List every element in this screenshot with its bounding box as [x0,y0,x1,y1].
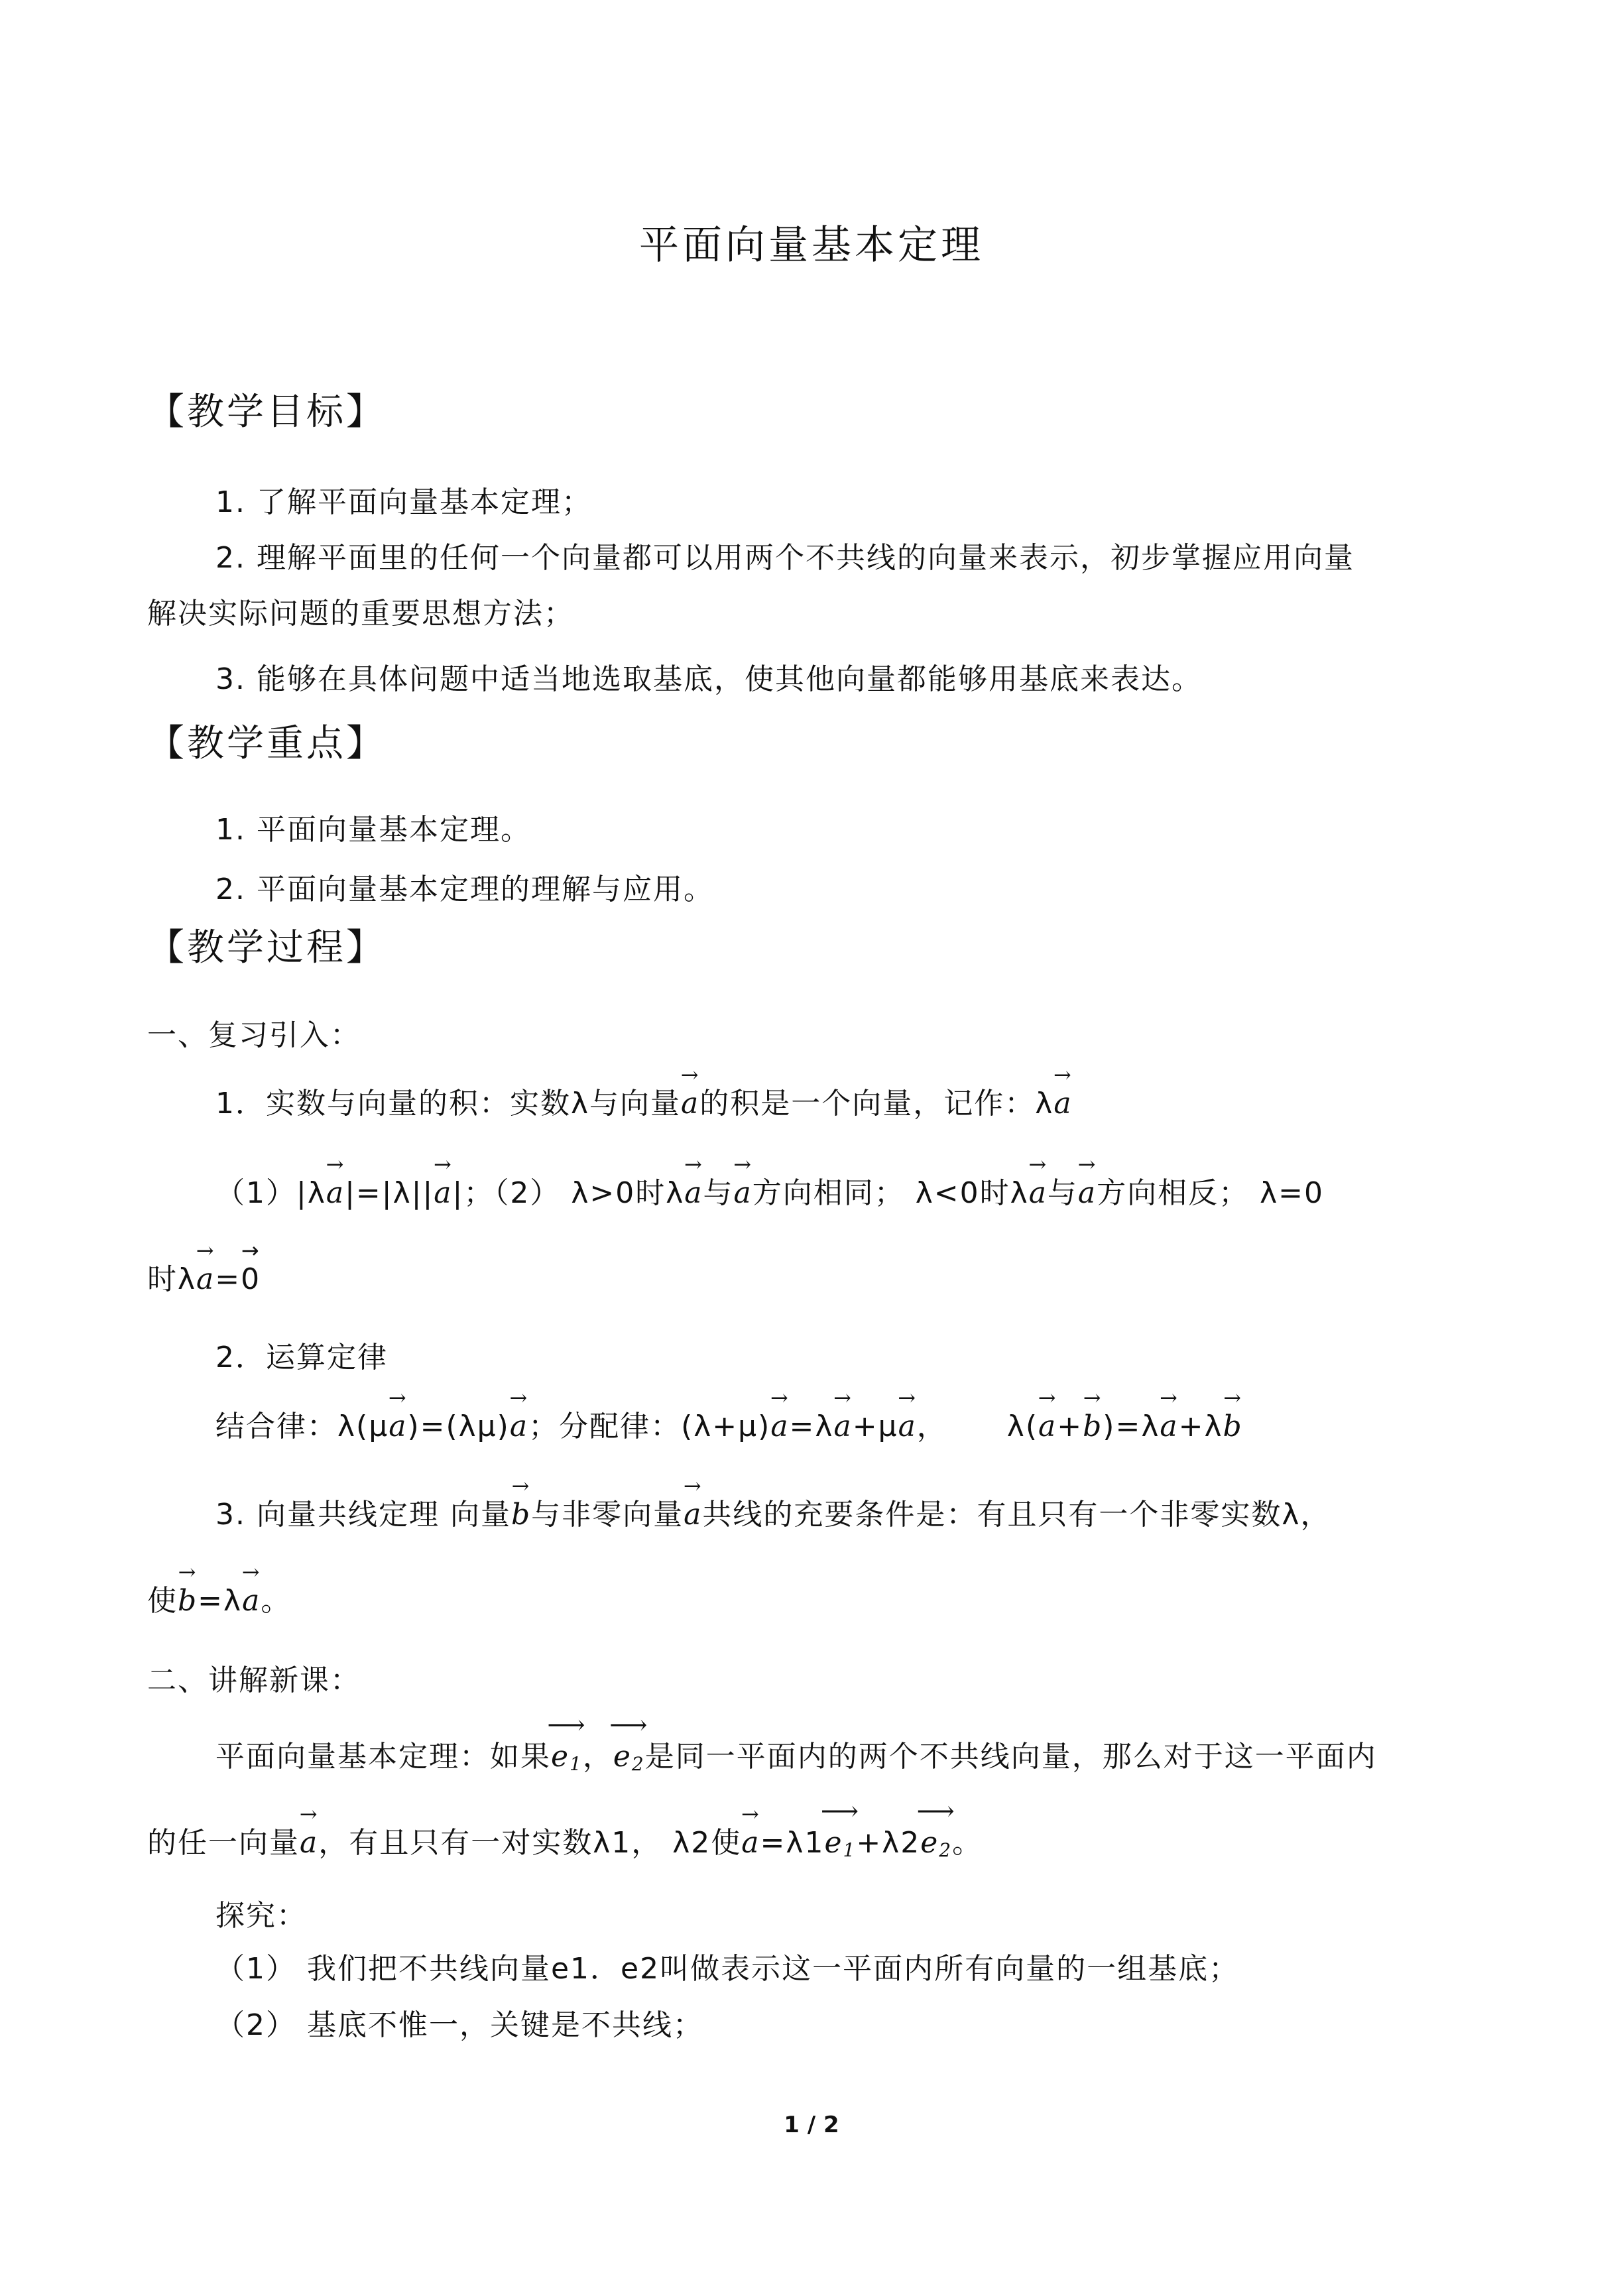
vector-a: → a [898,1407,917,1447]
focus-item-1: 1. 平面向量基本定理。 [215,813,531,847]
newlesson-heading: 二、讲解新课： [147,1663,361,1697]
vector-a: → a [1053,1084,1072,1124]
vector-a: → a [770,1407,789,1447]
text: 平面向量基本定理：如果 [215,1740,551,1774]
review-collinear-formula [147,1581,291,1621]
review-laws-formulas [215,1407,1243,1447]
text: +μ [852,1410,898,1443]
basic-theorem-formula [147,1823,983,1870]
text: =λ [789,1410,834,1443]
vector-a: → a [741,1823,760,1863]
text: 方向相反； λ=0 [1097,1176,1325,1210]
section-heading-process: 【教学过程】 [147,926,386,969]
text: （1）|λ [215,1176,326,1210]
text: 结合律：λ(μ [215,1410,389,1443]
document-title: 平面向量基本定理 [639,222,984,269]
review-collinear-theorem [215,1495,1331,1535]
explore-item-2: （2） 基底不惟一，关键是不共线； [215,2008,703,2042]
vector-a: → a [734,1174,752,1213]
vector-e1: ⟶ $e_1$ [551,1737,583,1784]
vector-a: → a [1029,1174,1048,1213]
page-number: 1 / 2 [784,2112,839,2138]
text: λ( [1006,1410,1039,1443]
vector-a: → a [1038,1407,1057,1447]
text: ， [582,1740,613,1774]
zero-vector: → 0 [241,1260,261,1299]
vector-b: → b [1223,1407,1243,1447]
text: ；分配律：(λ+μ) [528,1410,771,1443]
vector-a: → a [1078,1174,1097,1213]
text: +λ [1178,1410,1223,1443]
text: 与 [1047,1176,1078,1210]
text: 的任一向量 [147,1826,300,1860]
text: |=|λ|| [345,1176,434,1210]
goal-item-1: 1. 了解平面向量基本定理； [215,485,592,519]
text: 方向相同； λ<0时λ [752,1176,1029,1210]
text: + [1057,1410,1083,1443]
vector-e2: ⟶ $e_2$ [920,1823,952,1870]
review-laws-heading: 2．运算定律 [215,1341,388,1374]
text: 与 [703,1176,734,1210]
text: +λ2 [856,1826,921,1860]
section-heading-goals: 【教学目标】 [147,391,386,434]
text: 。 [261,1584,292,1618]
review-product-definition [215,1084,1073,1124]
text: 。 [952,1826,983,1860]
text: =λ [198,1584,243,1618]
basic-theorem-statement [215,1737,1377,1784]
text: =λ1 [760,1826,825,1860]
vector-a: → a [1160,1407,1178,1447]
goal-item-3: 3. 能够在具体问题中适当地选取基底，使其他向量都能够用基底来表达。 [215,662,1202,696]
text: = [215,1262,241,1296]
text: 3. 向量共线定理 向量 [215,1498,511,1532]
text: 1．实数与向量的积：实数λ与向量 [215,1087,682,1120]
text: 使 [147,1584,178,1618]
vector-a: → a [300,1823,318,1863]
vector-b: → b [511,1495,531,1535]
vector-e1: ⟶ $e_1$ [824,1823,856,1870]
vector-e2: ⟶ $e_2$ [613,1737,645,1784]
text: |；（2） λ>0时λ [452,1176,685,1210]
vector-a: → a [326,1174,345,1213]
text: 共线的充要条件是：有且只有一个非零实数λ， [702,1498,1331,1532]
text: 是同一平面内的两个不共线向量，那么对于这一平面内 [644,1740,1377,1774]
text: 时λ [147,1262,197,1296]
focus-item-2: 2. 平面向量基本定理的理解与应用。 [215,873,714,906]
review-heading: 一、复习引入： [147,1018,361,1052]
vector-a: → a [684,1174,703,1213]
review-product-properties [215,1174,1324,1213]
text: )=(λμ) [407,1410,510,1443]
explore-heading: 探究： [215,1899,307,1933]
vector-a: → a [196,1260,215,1299]
vector-a: → a [242,1581,261,1621]
vector-a: → a [833,1407,852,1447]
goal-item-2: 2. 理解平面里的任何一个向量都可以用两个不共线的向量来表示，初步掌握应用向量 [215,541,1354,575]
vector-a: → a [684,1495,702,1535]
section-heading-focus: 【教学重点】 [147,722,386,765]
text: ， [916,1410,947,1443]
vector-a: → a [510,1407,528,1447]
explore-item-1: （1） 我们把不共线向量e1．e2叫做表示这一平面内所有向量的一组基底； [215,1952,1240,1986]
text: 的积是一个向量，记作：λ [699,1087,1054,1120]
text: 与非零向量 [531,1498,684,1532]
text: ，有且只有一对实数λ1， λ2使 [318,1826,742,1860]
review-product-zero [147,1260,261,1299]
vector-a: → a [434,1174,452,1213]
goal-item-2-cont: 解决实际问题的重要思想方法； [147,597,574,631]
text: )=λ [1103,1410,1160,1443]
vector-b: → b [178,1581,198,1621]
vector-a: → a [389,1407,407,1447]
vector-a: → a [681,1084,699,1124]
vector-b: → b [1083,1407,1103,1447]
